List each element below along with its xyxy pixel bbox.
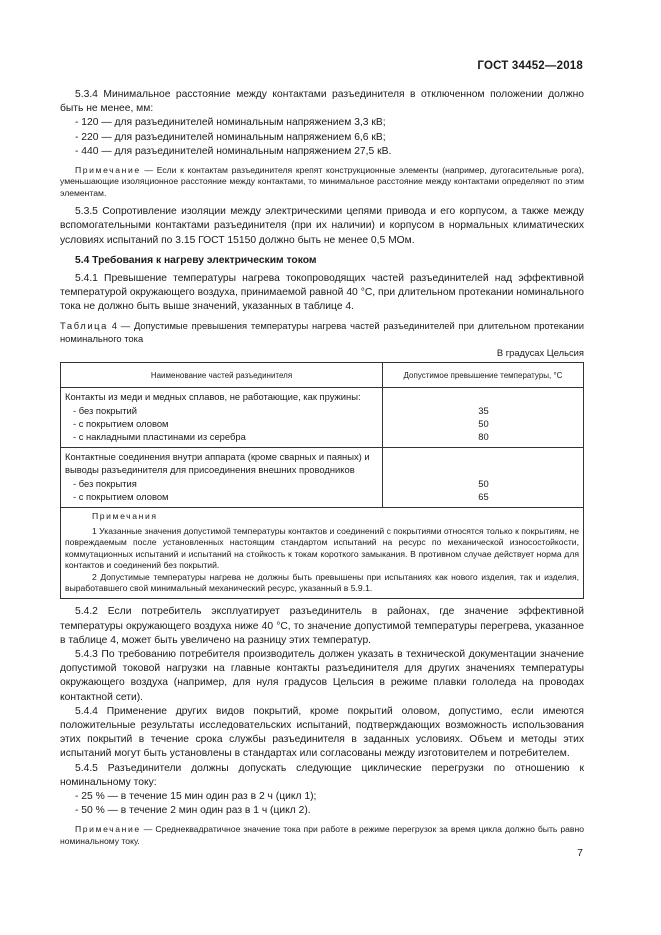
note-text: — Если к контактам разъединителя крепят конструкционные элементы (например, дугогасительные рога), уменьшающие изоляционное расстояние между контактами, то минимальное расстояние между контактами определяют по этим элементам.	[60, 165, 584, 198]
list-item: - 25 % — в течение 15 мин один раз в 2 ч (цикл 1);	[75, 791, 317, 802]
note-text: — Среднеквадратичное значение тока при работе в режиме перегрузок за время цикла должно быть равно номинальному току.	[60, 824, 584, 846]
table-row	[61, 388, 584, 448]
temperature-table	[60, 362, 584, 599]
list-item: - 220 — для разъединителей номинальным напряжением 6,6 кВ;	[75, 131, 386, 143]
paragraph-5-4-1: 5.4.1 Превышение температуры нагрева токопроводящих частей разъединителей над эффективной температурой окружающего воздуха, принимаемой равной 40 °С, при длительном протекании номинального тока не должно быть выше значений, указанных в таблице 4.	[60, 272, 584, 313]
paragraph-5-3-4: 5.3.4 Минимальное расстояние между контактами разъединителя в отключенном положении должно быть не менее, мм:	[60, 89, 584, 115]
row-value: 50	[478, 418, 489, 430]
list-item: - 120 — для разъединителей номинальным напряжением 3,3 кВ;	[75, 117, 386, 129]
table-note: 2 Допустимые температуры нагрева не должны быть превышены при испытаниях как нового изделия, так и изделия, выработавшего свой минимальный механический ресурс, указанный в 5.9.1.	[65, 571, 579, 593]
row-value: 50	[478, 477, 489, 489]
group-title: Контакты из меди и медных сплавов, не работающие, как пружины:	[65, 391, 361, 403]
table-caption-text: 4 — Допустимые превышения температуры нагрева частей разъединителей при длительном протекании номинального тока	[60, 320, 584, 344]
row-name: - без покрытий	[73, 404, 138, 416]
row-name: - с накладными пластинами из серебра	[73, 431, 246, 443]
group-title: Контактные соединения внутри аппарата (кроме сварных и паяных) и выводы разъединителя для присоединения внешних проводников	[65, 450, 370, 476]
document-header: ГОСТ 34452—2018	[477, 60, 583, 72]
column-header-temperature: Допустимое превышение температуры, °С	[383, 363, 584, 388]
table-note: 1 Указанные значения допустимой температуры контактов и соединений с покрытиями относятся только к покрытиям, не повреждаемым после установленных настоящим стандартом испытаний на ресурс по механической износостойкости, коммутационных испытаний и испытаний на стойкость к токам короткого замыкания. В противном случае действует норма для контактов и соединений без покрытий.	[65, 525, 579, 571]
note-label: Примечание	[75, 165, 141, 176]
row-value: 80	[478, 431, 489, 443]
row-name: - с покрытием оловом	[73, 491, 169, 503]
paragraph-5-4-2: 5.4.2 Если потребитель эксплуатирует разъединитель в районах, где значение эффективной температуры окружающего воздуха ниже 40 °С, то значение допустимой температуры перегрева, указанное в таблице 4, может быть увеличено на разницу этих температур.	[60, 606, 584, 646]
row-value: 35	[478, 404, 489, 416]
table-header-row	[61, 363, 584, 388]
note-5-4-5	[60, 824, 584, 847]
column-header-part: Наименование частей разъединителя	[61, 363, 383, 388]
row-name: - без покрытия	[73, 477, 137, 489]
list-item: - 50 % — в течение 2 мин один раз в 1 ч (цикл 2).	[75, 805, 311, 817]
page-content	[60, 88, 584, 847]
table-notes-row	[61, 507, 584, 599]
paragraph-5-4-3: 5.4.3 По требованию потребителя производитель должен указать в технической документации значение допустимой токовой нагрузки на главные контакты разъединителя для других значениях температуры окружающего воздуха (например, для нуля градусов Цельсия в режиме плавки гололеда на проводах контактной сети).	[60, 648, 584, 703]
page-number: 7	[577, 847, 583, 859]
table-notes-header: Примечания	[92, 510, 158, 521]
note-5-3-4	[60, 165, 584, 199]
list-item: - 440 — для разъединителей номинальным напряжением 27,5 кВ.	[75, 145, 392, 157]
paragraph-5-4-5: 5.4.5 Разъединители должны допускать следующие циклические перегрузки по отношению к номинальному току:	[60, 762, 584, 788]
table-caption-label: Таблица	[60, 320, 108, 332]
table-row	[61, 447, 584, 507]
row-name: - с покрытием оловом	[73, 418, 169, 430]
note-label: Примечание	[75, 824, 141, 835]
paragraph-5-3-5: 5.3.5 Сопротивление изоляции между электрическими цепями привода и его корпусом, а также между вспомогательными контактами разъединителя (при их наличии) и корпусом в нормальных климатических условиях испытаний по 3.15 ГОСТ 15150 должно быть не менее 0,5 МОм.	[60, 206, 584, 246]
table-caption	[60, 320, 584, 345]
row-value: 65	[478, 491, 489, 503]
table-unit: В градусах Цельсия	[496, 347, 584, 359]
section-title-5-4: 5.4 Требования к нагреву электрическим током	[75, 254, 317, 266]
paragraph-5-4-4: 5.4.4 Применение других видов покрытий, кроме покрытий оловом, допустимо, если имеются положительные результаты исследовательских испытаний, подтверждающих возможность использования этих покрытий в течение срока службы разъединителя в заданных условиях. Объем и методы этих испытаний могут быть установлены в стандартах или согласованы между изготовителем и потребителем.	[60, 705, 584, 760]
